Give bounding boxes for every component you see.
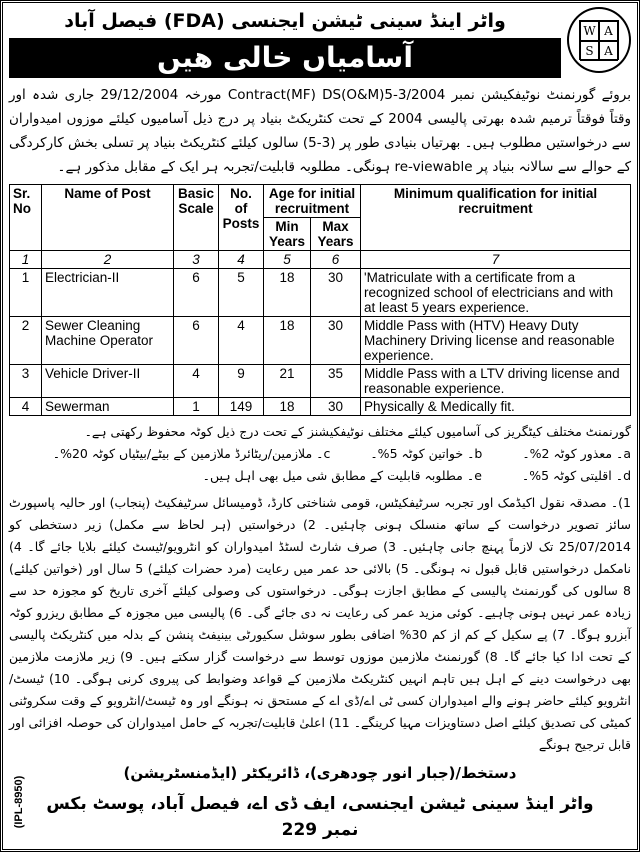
quota-a: a۔ معذور کوٹہ 2%۔ xyxy=(522,446,631,461)
quota-intro: گورنمنٹ مختلف کیٹگریز کی آسامیوں کیلئے مختلف نوٹیفکیشنز کے تحت درج ذیل کوٹہ محفوظ رکھتی ہے۔ xyxy=(84,424,631,439)
header-qualification: Minimum qualification for initial recruitment xyxy=(361,185,631,251)
cell-posts: 149 xyxy=(219,398,264,416)
header-age: Age for initial recruitment xyxy=(264,185,361,218)
cell-sr: 4 xyxy=(10,398,42,416)
cell-qualification: Middle Pass with (HTV) Heavy Duty Machinery Driving license and reasonable experience. xyxy=(361,317,631,365)
intro-paragraph: بروئے گورنمنٹ نوٹیفکیشن نمبر Contract(MF) DS(O&M)5-3/2004 مورخہ 29/12/2004 جاری شدہ اور وقتاً فوقتاً ترمیم شدہ بھرتی پالیسی 2004 کے تحت کنٹریکٹ بنیاد پر درج ذیل آسامیوں کیلئے موزوں امیدواران سے درخواستیں مطلوب ہیں۔ بھرتیاں بنیادی طور پر (3-5) سالوں کیلئے کنٹریکٹ بنیاد پر تسلی بخش کارکردگی کے حوالے سے سالانہ بنیاد پر re-viewable ہونگی۔ مطلوبہ قابلیت/تجربہ ہر ایک کے مقابل مذکور ہے۔ xyxy=(9,87,632,175)
logo-letter: A xyxy=(599,41,618,61)
col-number: 5 xyxy=(264,251,311,269)
cell-qualification: Physically & Medically fit. xyxy=(361,398,631,416)
cell-qualification: Middle Pass with a LTV driving license and reasonable experience. xyxy=(361,365,631,398)
header-min: Min Years xyxy=(264,218,311,251)
cell-sr: 2 xyxy=(10,317,42,365)
quota-c: c۔ ملازمین/ریٹائرڈ ملازمین کے بیٹے/بیٹیاں کوٹہ 20%۔ xyxy=(52,446,331,461)
vacancies-banner: آسامیاں خالی ھیں xyxy=(9,38,561,78)
col-number: 7 xyxy=(361,251,631,269)
column-number-row xyxy=(10,251,631,269)
wasa-logo xyxy=(567,7,631,73)
cell-scale: 4 xyxy=(174,365,219,398)
cell-posts: 5 xyxy=(219,269,264,317)
cell-name: Sewerman xyxy=(42,398,174,416)
cell-name: Electrician-II xyxy=(42,269,174,317)
header-sr: Sr. No xyxy=(10,185,42,251)
cell-max: 30 xyxy=(311,317,361,365)
logo-letter: W xyxy=(580,21,599,41)
cell-max: 35 xyxy=(311,365,361,398)
ad-header xyxy=(9,7,631,78)
col-number: 2 xyxy=(42,251,174,269)
col-number: 3 xyxy=(174,251,219,269)
cell-min: 18 xyxy=(264,317,311,365)
col-number: 1 xyxy=(10,251,42,269)
header-scale: Basic Scale xyxy=(174,185,219,251)
quota-d: d۔ اقلیتی کوٹہ 5%۔ xyxy=(521,468,631,483)
address-line: واٹر اینڈ سینی ٹیشن ایجنسی، ایف ڈی اے، فیصل آباد، پوسٹ بکس نمبر 229 xyxy=(46,794,594,840)
cell-min: 18 xyxy=(264,269,311,317)
cell-scale: 6 xyxy=(174,269,219,317)
signature-line: دستخط/(جبار انور چودھری)، ڈائریکٹر (ایڈمنسٹریشن) xyxy=(123,764,517,782)
cell-name: Sewer Cleaning Machine Operator xyxy=(42,317,174,365)
cell-min: 18 xyxy=(264,398,311,416)
conditions-paragraph: 1)۔ مصدقہ نقول اکیڈمک اور تجربہ سرٹیفکیٹس، قومی شناختی کارڈ، ڈومیسائل سرٹیفکیٹ (پنجاب) اور حالیہ پاسپورٹ سائز تصویر درخواست کے ساتھ منسلک ہونی چاہئیں۔ 2) درخواستیں (ہر لحاظ سے مکمل) زیر دستخطی کو 25/07/2014 تک لازماً پہنچ جانی چاہئیں۔ 3) صرف شارٹ لسٹڈ امیدواران کو انٹرویو/ٹیسٹ کیلئے بلایا جائے گا۔ 4) نامکمل درخواستیں قابل قبول نہ ہونگی۔ 5) بالائی حد عمر میں رعایت (مرد حضرات کیلئے) 5 سال اور (خواتین کیلئے) 8 سالوں کی گورنمنٹ پالیسی کے مطابق اجازت ہوگی۔ درخواستوں کی وصولی کیلئے آخری تاریخ کو مجوزہ حد سے زیادہ عمر نہیں ہونی چاہیے۔ کوئی مزید عمر کی رعایت نہ دی جائے گی۔ 6) پالیسی میں مجوزہ کے مطابق ریزرو کوٹہ آبزرو ہوگا۔ 7) پے سکیل کے کم از کم 30% اضافی بطور سوشل سکیورٹی بینیفٹ پنشن کے بدلہ میں کنٹریکٹ پالیسی کے تحت ادا کیا جائے گا۔ 8) گورنمنٹ ملازمین موزوں توسط سے درخواست گزار سکتے ہیں۔ 9) زیر ملازمت ملازمین بھی درخواست دینے کے اہل ہیں تاہم انہیں کنٹریکٹ ملازمین کے قواعد وضوابط کی پیروی کرنی ہوگی۔ 10) ٹیسٹ/انٹرویو کیلئے حاضر ہونے والے امیدواران کسی ٹی اے/ڈی اے کے مستحق نہ ہونگے اور وہ ٹیسٹ/انٹرویو کے وقت سکروٹنی کمیٹی کی تصدیق کیلئے اصل دستاویزات مہیا کرینگے۔ 11) اعلیٰ قابلیت/تجربہ کے حامل امیدواران کی حوصلہ افزائی اور قابل ترجیح ہونگے xyxy=(9,495,632,752)
cell-max: 30 xyxy=(311,269,361,317)
header-name: Name of Post xyxy=(42,185,174,251)
logo-letter: S xyxy=(580,41,599,61)
col-number: 4 xyxy=(219,251,264,269)
ipl-code: (IPL-8950) xyxy=(13,775,25,829)
table-row xyxy=(10,317,631,365)
quota-e: e۔ مطلوبہ قابلیت کے مطابق شی میل بھی اہل ہیں۔ xyxy=(202,468,482,483)
logo-letter: A xyxy=(599,21,618,41)
cell-scale: 6 xyxy=(174,317,219,365)
table-row xyxy=(10,269,631,317)
quota-b: b۔ خواتین کوٹہ 5%۔ xyxy=(370,446,483,461)
table-row xyxy=(10,398,631,416)
header-max: Max Years xyxy=(311,218,361,251)
cell-posts: 4 xyxy=(219,317,264,365)
cell-qualification: 'Matriculate with a certificate from a recognized school of electricians and with at least 5 years experience. xyxy=(361,269,631,317)
cell-name: Vehicle Driver-II xyxy=(42,365,174,398)
table-row xyxy=(10,365,631,398)
cell-posts: 9 xyxy=(219,365,264,398)
cell-min: 21 xyxy=(264,365,311,398)
agency-title: واٹر اینڈ سینی ٹیشن ایجنسی (FDA) فیصل آباد xyxy=(64,10,506,32)
vacancy-table xyxy=(9,184,631,416)
quota-section xyxy=(9,421,631,487)
col-number: 6 xyxy=(311,251,361,269)
header-posts: No. of Posts xyxy=(219,185,264,251)
ad-footer xyxy=(9,761,631,843)
cell-sr: 3 xyxy=(10,365,42,398)
cell-sr: 1 xyxy=(10,269,42,317)
cell-scale: 1 xyxy=(174,398,219,416)
cell-max: 30 xyxy=(311,398,361,416)
